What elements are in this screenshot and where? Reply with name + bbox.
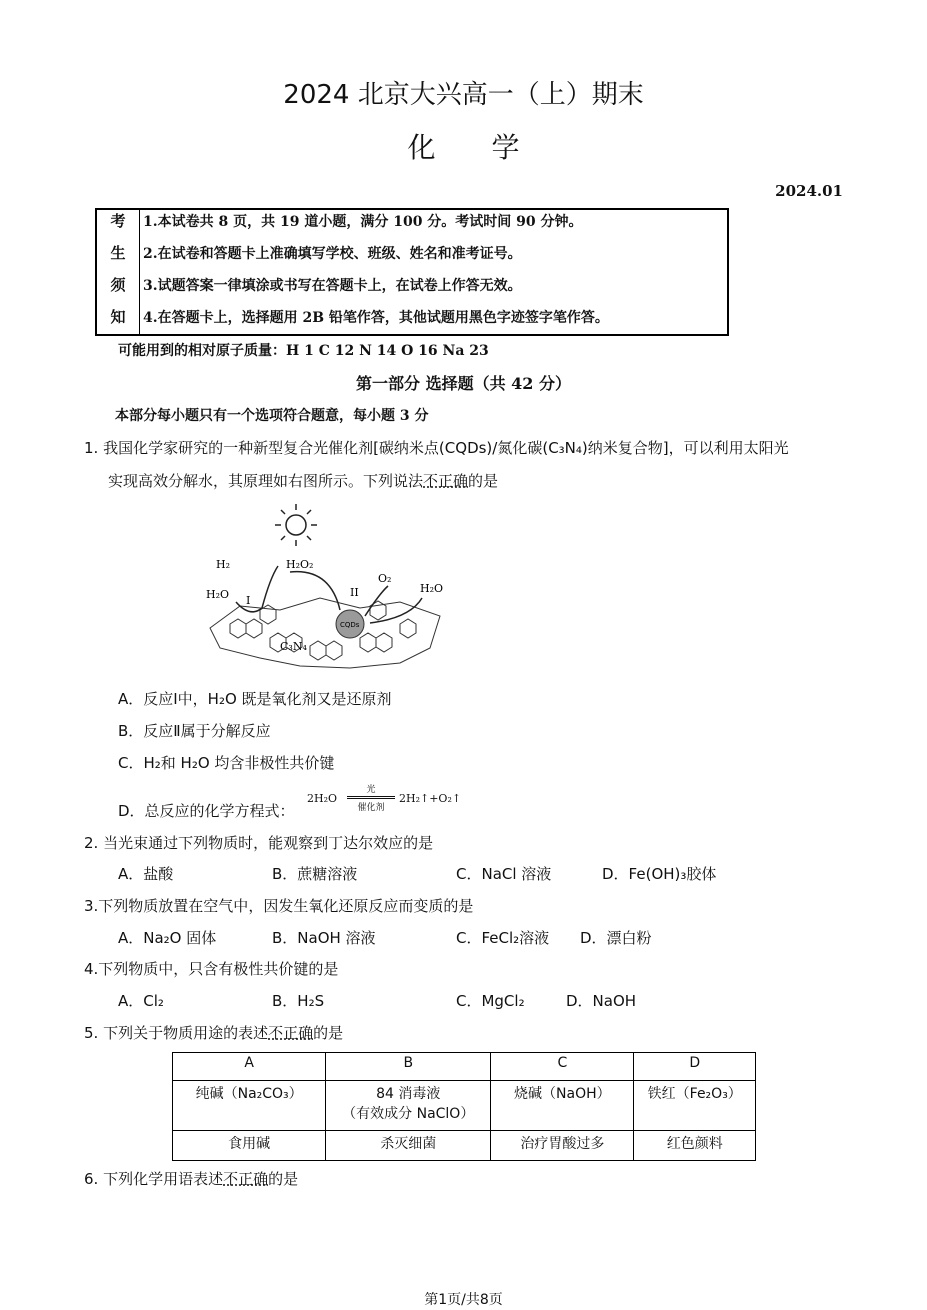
q5-stem-text: 5. 下列关于物质用途的表述 [84,1024,269,1042]
reaction-ii-label: II [350,586,359,599]
table-cell: 铁红（Fe₂O₃） [634,1081,756,1131]
q1-option-a: A．反应Ⅰ中，H₂O 既是氧化剂又是还原剂 [118,690,392,708]
q3-option-c: C．FeCl₂溶液 [456,929,550,947]
q6-stem-tail: 的是 [268,1170,299,1188]
q2-option-c: C．NaCl 溶液 [456,865,552,883]
q4-stem: 4.下列物质中，只含有极性共价键的是 [84,960,339,978]
q1-stem-line1: 1. 我国化学家研究的一种新型复合光催化剂[碳纳米点(CQDs)/氮化碳(C₃N₄)纳米复合物]，可以利用太阳光 [84,439,789,457]
table-cell: 纯碱（Na₂CO₃） [173,1081,326,1131]
h2o-left-label: H₂O [206,588,230,601]
q5-stem [84,1022,343,1043]
c3n4-label: C₃N₄ [280,640,307,653]
exam-date: 2024.01 [775,182,843,200]
h2o2-label: H₂O₂ [286,558,314,571]
q2-stem: 2. 当光束通过下列物质时，能观察到丁达尔效应的是 [84,834,434,852]
table-header-cell: C [491,1053,634,1081]
table-cell: 红色颜料 [634,1131,756,1161]
q6-stem-text: 6. 下列化学用语表述 [84,1170,224,1188]
notice-item: 3.试题答案一律填涂或书写在答题卡上，在试卷上作答无效。 [143,278,522,294]
q3-option-d: D．漂白粉 [580,929,652,947]
photocatalyst-diagram [200,498,460,678]
c3n4-sheet [210,598,440,668]
reaction-arrows [236,566,422,623]
exam-notice-box [95,208,729,336]
q1-option-b: B．反应Ⅱ属于分解反应 [118,722,271,740]
q2-option-d: D．Fe(OH)₃胶体 [602,865,717,883]
notice-label-char: 须 [110,276,126,294]
q2-option-b: B．蔗糖溶液 [272,865,358,883]
subject-title: 化学 [407,131,576,164]
h2o-right-label: H₂O [420,582,444,595]
notice-label-char: 考 [110,212,126,230]
emphasis-not-correct: 不正确 [423,472,469,490]
q2-option-a: A．盐酸 [118,865,174,883]
q4-option-d: D．NaOH [566,992,637,1010]
table-cell-line: 84 消毒液 [376,1086,441,1102]
table-row [173,1131,756,1161]
notice-label [97,210,140,334]
notice-item: 4.在答题卡上，选择题用 2B 铅笔作答，其他试题用黑色字迹签字笔作答。 [143,310,609,326]
usage-table [172,1052,756,1161]
emphasis-not-correct: 不正确 [268,1024,314,1042]
table-header-cell: B [326,1053,491,1081]
equation-arrow [347,796,395,799]
emphasis-not-correct: 不正确 [223,1170,269,1188]
cqds-label: CQDs [340,621,360,629]
equation-condition-bottom: 催化剂 [357,803,385,813]
q3-stem: 3.下列物质放置在空气中，因发生氧化还原反应而变质的是 [84,897,474,915]
reaction-i-label: I [246,594,251,607]
q3-option-b: B．NaOH 溶液 [272,929,376,947]
q4-option-b: B．H₂S [272,992,325,1010]
notice-item: 1.本试卷共 8 页，共 19 道小题，满分 100 分。考试时间 90 分钟。 [143,214,583,230]
q1-stem-line2 [108,470,498,491]
o2-label: O₂ [378,572,392,585]
q1-stem-text: 实现高效分解水，其原理如右图所示。下列说法 [108,472,424,490]
h2-label: H₂ [216,558,231,571]
q3-option-a: A．Na₂O 固体 [118,929,217,947]
section-note: 本部分每小题只有一个选项符合题意，每小题 3 分 [115,408,429,424]
q1-stem-tail: 的是 [468,472,499,490]
table-cell-line: （有效成分 NaClO） [342,1106,475,1122]
notice-label-char: 知 [110,308,126,326]
notice-item: 2.在试卷和答题卡上准确填写学校、班级、姓名和准考证号。 [143,246,522,262]
page-footer: 第1页/共8页 [424,1292,503,1308]
page-title: 2024 北京大兴高一（上）期末 [283,80,644,110]
q5-stem-tail: 的是 [313,1024,344,1042]
q1-option-d: D．总反应的化学方程式： [118,802,295,820]
q6-stem [84,1168,298,1189]
equation-left: 2H₂O [307,792,338,805]
table-cell: 治疗胃酸过多 [491,1131,634,1161]
equation-right: 2H₂↑+O₂↑ [399,792,462,805]
table-row [173,1081,756,1131]
sun-icon [275,504,317,546]
q4-option-c: C．MgCl₂ [456,992,525,1010]
table-header-row [173,1053,756,1081]
notice-label-char: 生 [110,244,126,262]
section-title: 第一部分 选择题（共 42 分） [356,374,571,393]
atomic-mass-line: 可能用到的相对原子质量：H 1 C 12 N 14 O 16 Na 23 [118,343,489,359]
table-header-cell: D [634,1053,756,1081]
q4-option-a: A．Cl₂ [118,992,164,1010]
table-cell: 食用碱 [173,1131,326,1161]
table-header-cell: A [173,1053,326,1081]
equation-condition-top: 光 [366,785,376,795]
table-cell: 杀灭细菌 [326,1131,491,1161]
table-cell: 烧碱（NaOH） [491,1081,634,1131]
table-cell [326,1081,491,1131]
q1-option-c: C．H₂和 H₂O 均含非极性共价键 [118,754,335,772]
